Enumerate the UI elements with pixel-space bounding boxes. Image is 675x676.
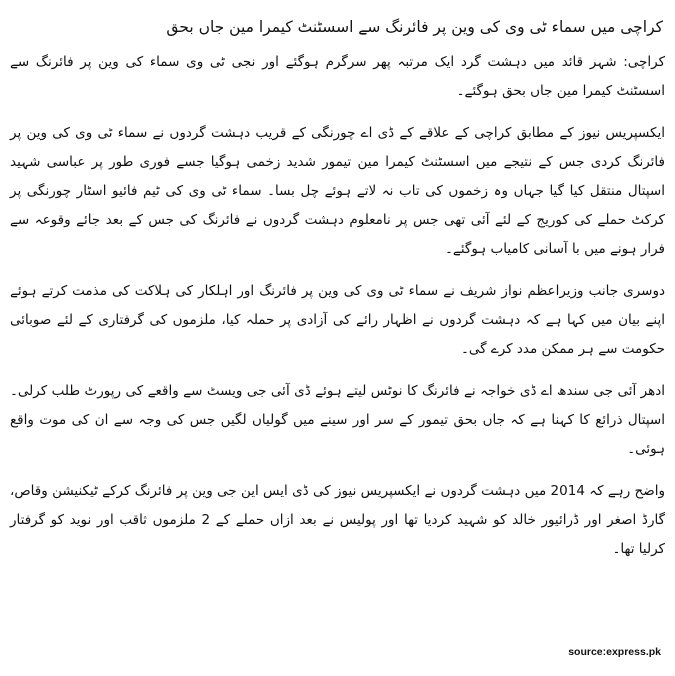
article-paragraph: ایکسپریس نیوز کے مطابق کراچی کے علاقے کے ڈی اے چورنگی کے قریب دہشت گردوں نے سماء ٹی وی کی وین پر فائرنگ کردی جس کے نتیجے میں اسسٹنٹ کیمرا مین تیمور شدید زخمی ہوگیا جسے فوری طور پر عباسی شہید اسپتال منتقل کیا گیا جہاں وہ زخموں کی تاب نہ لاتے ہوئے چل بسا۔ سماء ٹی وی کی ٹیم فائیو اسٹار چورنگی پر کرکٹ حملے کی کوریج کے لئے آئی تھی جس پر نامعلوم دہشت گردوں نے فائرنگ کی جس کے بعد جائے وقوعہ سے فرار ہونے میں با آسانی کامیاب ہوگئے۔	[10, 125, 665, 257]
source-credit: source:express.pk	[568, 646, 661, 658]
article-paragraph: ادھر آئی جی سندھ اے ڈی خواجہ نے فائرنگ کا نوٹس لیتے ہوئے ڈی آئی جی ویسٹ سے واقعے کی رپورٹ طلب کرلی۔ اسپتال ذرائع کا کہنا ہے کہ جاں بحق تیمور کے سر اور سینے میں گولیاں لگیں جس کی وجہ سے ان کی موت واقع ہوئی۔	[10, 383, 665, 457]
article-paragraph: واضح رہے کہ 2014 میں دہشت گردوں نے ایکسپریس نیوز کی ڈی ایس این جی وین پر فائرنگ کرکے ٹیکنیشن وقاص، گارڈ اصغر اور ڈرائیور خالد کو شہید کردیا تھا اور پولیس نے بعد ازاں حملے کے 2 ملزموں ثاقب اور نوید کو گرفتار کرلیا تھا۔	[10, 483, 665, 557]
article-headline: کراچی میں سماء ٹی وی کی وین پر فائرنگ سے اسسٹنٹ کیمرا مین جاں بحق	[166, 18, 663, 36]
news-article	[10, 12, 665, 577]
article-paragraph: دوسری جانب وزیراعظم نواز شریف نے سماء ٹی وی کی وین پر فائرنگ اور اہلکار کی ہلاکت کی مذمت کرتے ہوئے اپنے بیان میں کہا ہے کہ دہشت گردوں نے اظہار رائے کی آزادی پر حملہ کیا، ملزموں کی گرفتاری کے لئے صوبائی حکومت سے ہر ممکن مدد کرے گی۔	[10, 283, 665, 357]
article-paragraph: کراچی: شہر قائد میں دہشت گرد ایک مرتبہ پھر سرگرم ہوگئے اور نجی ٹی وی سماء کی وین پر فائرنگ سے اسسٹنٹ کیمرا مین جاں بحق ہوگئے۔	[10, 54, 665, 99]
